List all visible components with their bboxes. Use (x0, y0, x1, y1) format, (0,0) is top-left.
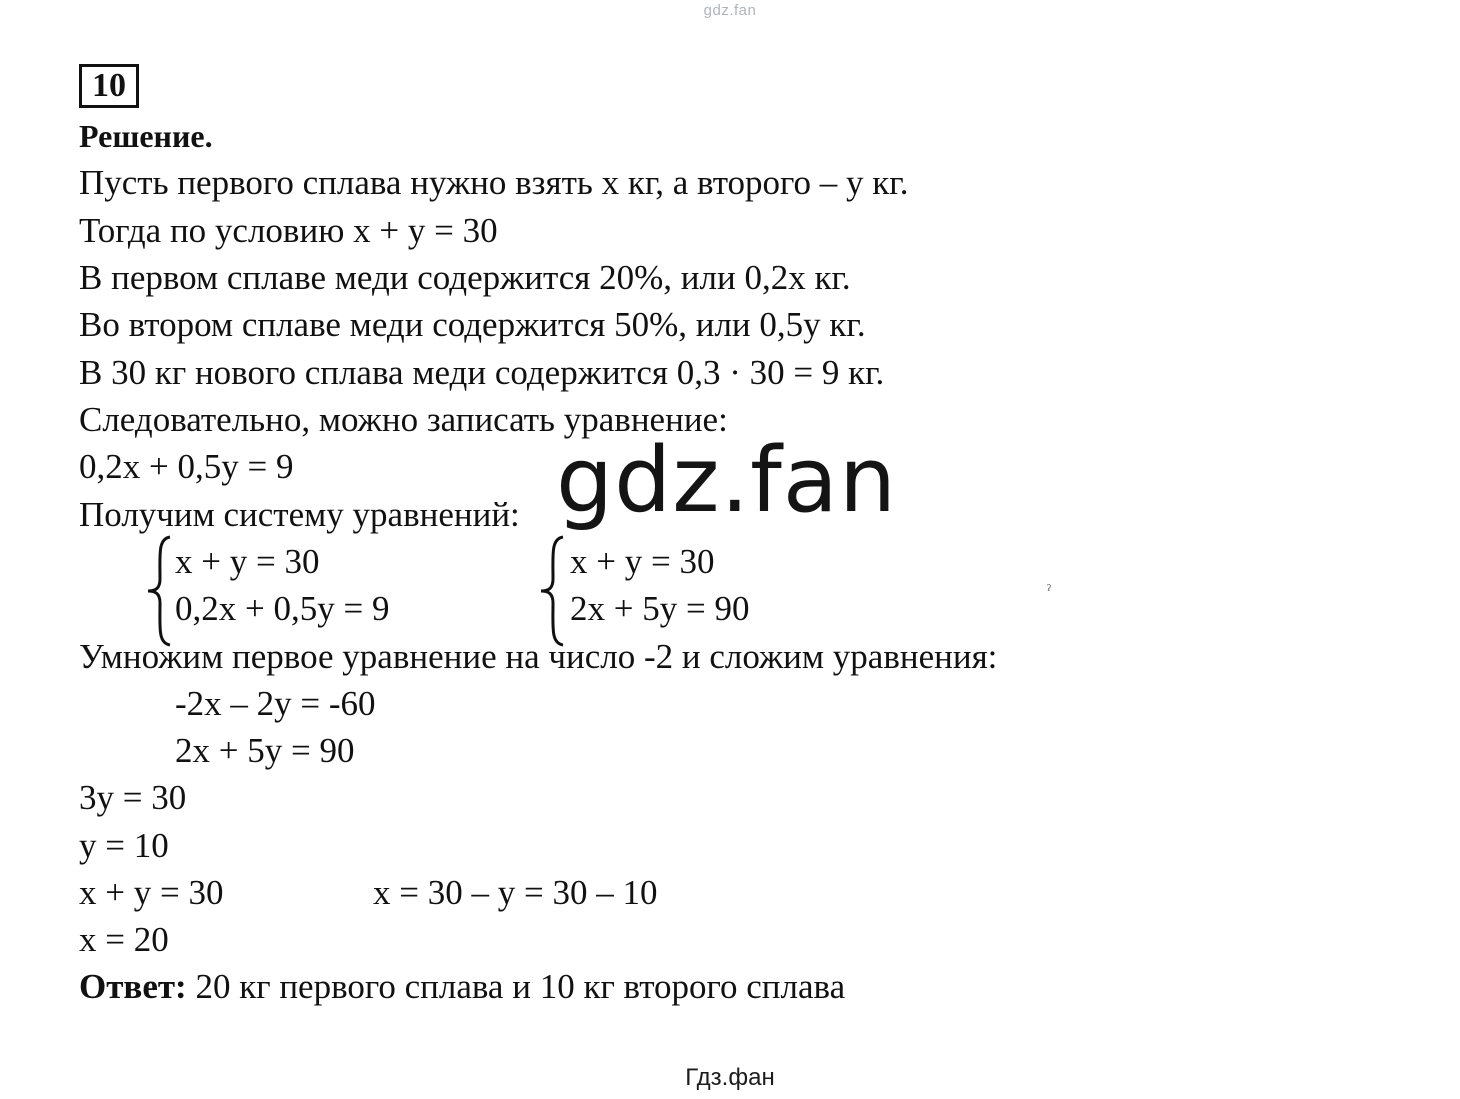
top-watermark: gdz.fan (703, 2, 757, 19)
solution-heading: Решение. (79, 118, 213, 154)
x-line-left: x + y = 30 (79, 873, 224, 912)
text-line-1: Пусть первого сплава нужно взять x кг, а второго – y кг. (79, 163, 909, 202)
answer-label: Ответ: (79, 967, 187, 1006)
sum-eq2: 2x + 5y = 90 (175, 731, 355, 770)
text-line-5: В 30 кг нового сплава меди содержится 0,3 · 30 = 9 кг. (79, 353, 885, 392)
x-line-right: x = 30 – y = 30 – 10 (373, 873, 658, 912)
left-brace-icon (144, 534, 174, 648)
center-watermark: gdz.fan (556, 428, 897, 533)
system2-eq1: x + y = 30 (570, 542, 715, 581)
answer-line (79, 967, 845, 1007)
system2-eq2: 2x + 5y = 90 (570, 589, 750, 628)
text-line-8: Получим систему уравнений: (79, 495, 520, 534)
left-brace-icon (537, 534, 567, 648)
system1-eq2: 0,2x + 0,5y = 9 (175, 589, 390, 628)
result-line-1: 3y = 30 (79, 778, 187, 817)
text-line-3: В первом сплаве меди содержится 20%, или 0,2x кг. (79, 258, 851, 297)
text-line-6: Следовательно, можно записать уравнение: (79, 400, 728, 439)
text-line-2: Тогда по условию x + y = 30 (79, 211, 498, 250)
task-number: 10 (79, 64, 139, 108)
bottom-watermark: Гдз.фан (685, 1064, 775, 1091)
x-result: x = 20 (79, 920, 169, 959)
equation-line: 0,2x + 0,5y = 9 (79, 447, 294, 486)
system1-eq1: x + y = 30 (175, 542, 320, 581)
stray-mark-icon: ˀ (1047, 582, 1051, 599)
text-line-4: Во втором сплаве меди содержится 50%, или 0,5y кг. (79, 305, 866, 344)
multiply-line: Умножим первое уравнение на число -2 и сложим уравнения: (79, 637, 998, 676)
answer-text: 20 кг первого сплава и 10 кг второго сплава (186, 967, 846, 1006)
sum-eq1: -2x – 2y = -60 (175, 684, 376, 723)
result-line-2: y = 10 (79, 826, 169, 865)
